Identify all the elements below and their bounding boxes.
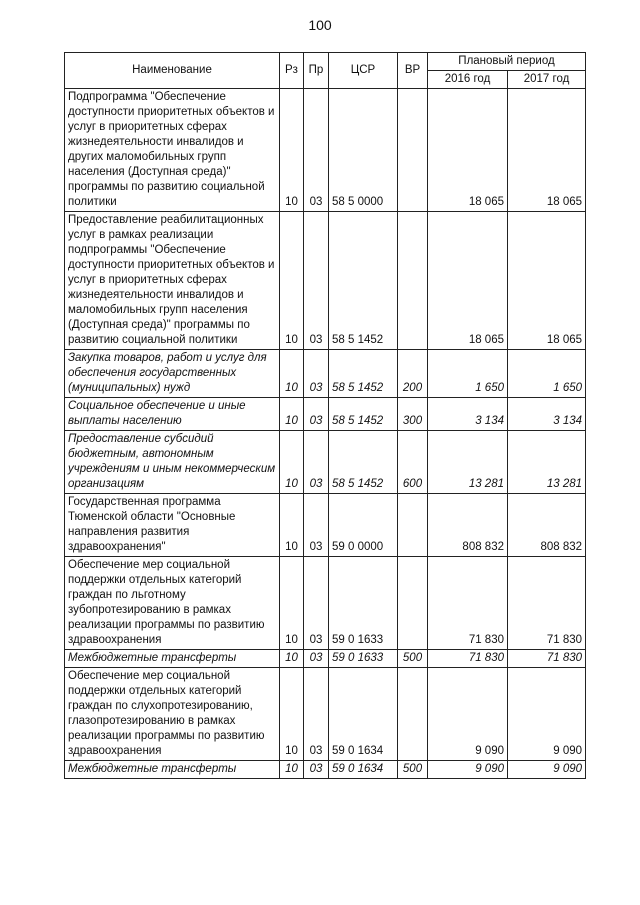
row-amount-2016: 18 065: [428, 89, 508, 212]
row-amount-2016: 9 090: [428, 761, 508, 779]
row-pr: 03: [304, 650, 329, 668]
row-vr: 500: [398, 650, 428, 668]
row-rz: 10: [280, 350, 304, 398]
row-vr: [398, 557, 428, 650]
header-vr: ВР: [398, 53, 428, 89]
row-name: Межбюджетные трансферты: [65, 650, 280, 668]
row-rz: 10: [280, 650, 304, 668]
table-row: [65, 350, 586, 398]
row-amount-2016: 9 090: [428, 668, 508, 761]
table-row: [65, 89, 586, 212]
row-name: Социальное обеспечение и иные выплаты населению: [65, 398, 280, 431]
header-rz: Рз: [280, 53, 304, 89]
row-vr: 200: [398, 350, 428, 398]
budget-table: [64, 52, 586, 779]
row-csr: 58 5 1452: [329, 398, 398, 431]
row-rz: 10: [280, 761, 304, 779]
row-csr: 58 5 0000: [329, 89, 398, 212]
row-name: Предоставление субсидий бюджетным, автономным учреждениям и иным некоммерческим организациям: [65, 431, 280, 494]
row-amount-2016: 808 832: [428, 494, 508, 557]
row-name: Государственная программа Тюменской области "Основные направления развития здравоохранения": [65, 494, 280, 557]
row-vr: 600: [398, 431, 428, 494]
header-csr: ЦСР: [329, 53, 398, 89]
row-vr: [398, 668, 428, 761]
row-amount-2016: 3 134: [428, 398, 508, 431]
row-rz: 10: [280, 89, 304, 212]
table-row: [65, 668, 586, 761]
row-amount-2017: 18 065: [508, 89, 586, 212]
row-vr: 500: [398, 761, 428, 779]
row-rz: 10: [280, 557, 304, 650]
table-row: [65, 212, 586, 350]
table-header: [65, 53, 586, 89]
row-csr: 58 5 1452: [329, 431, 398, 494]
row-csr: 58 5 1452: [329, 350, 398, 398]
row-amount-2017: 9 090: [508, 761, 586, 779]
table-row: [65, 431, 586, 494]
row-pr: 03: [304, 494, 329, 557]
table-row: [65, 398, 586, 431]
header-pr: Пр: [304, 53, 329, 89]
row-pr: 03: [304, 431, 329, 494]
row-pr: 03: [304, 668, 329, 761]
row-vr: 300: [398, 398, 428, 431]
row-name: Межбюджетные трансферты: [65, 761, 280, 779]
row-amount-2016: 1 650: [428, 350, 508, 398]
row-rz: 10: [280, 431, 304, 494]
header-name: Наименование: [65, 53, 280, 89]
table-row: [65, 761, 586, 779]
row-amount-2017: 1 650: [508, 350, 586, 398]
table-row: [65, 650, 586, 668]
row-vr: [398, 494, 428, 557]
page-number: 100: [308, 17, 332, 33]
row-amount-2017: 9 090: [508, 668, 586, 761]
row-pr: 03: [304, 761, 329, 779]
row-amount-2017: 71 830: [508, 650, 586, 668]
row-amount-2017: 808 832: [508, 494, 586, 557]
row-csr: 59 0 1633: [329, 557, 398, 650]
row-amount-2016: 71 830: [428, 650, 508, 668]
row-pr: 03: [304, 89, 329, 212]
table-body: [65, 89, 586, 779]
row-csr: 59 0 1634: [329, 668, 398, 761]
row-name: Обеспечение мер социальной поддержки отдельных категорий граждан по льготному зубопротезированию в рамках реализации программы по развитию здравоохранения: [65, 557, 280, 650]
row-name: Подпрограмма "Обеспечение доступности приоритетных объектов и услуг в приоритетных сферах жизнедеятельности инвалидов и других маломобильных групп населения (Доступная среда)" программы по развитию социальной политики: [65, 89, 280, 212]
row-vr: [398, 89, 428, 212]
row-amount-2016: 18 065: [428, 212, 508, 350]
row-name: Предоставление реабилитационных услуг в рамках реализации подпрограммы "Обеспечение доступности приоритетных объектов и услуг в приоритетных сферах жизнедеятельности инвалидов и маломобильных групп населения (Доступная среда)" программы по развитию социальной политики: [65, 212, 280, 350]
row-amount-2017: 3 134: [508, 398, 586, 431]
row-amount-2016: 13 281: [428, 431, 508, 494]
row-pr: 03: [304, 350, 329, 398]
row-amount-2016: 71 830: [428, 557, 508, 650]
row-name: Обеспечение мер социальной поддержки отдельных категорий граждан по слухопротезированию, глазопротезированию в рамках реализации программы по развитию здравоохранения: [65, 668, 280, 761]
row-amount-2017: 18 065: [508, 212, 586, 350]
row-pr: 03: [304, 398, 329, 431]
table-row: [65, 557, 586, 650]
header-year-2016: 2016 год: [428, 71, 508, 89]
row-pr: 03: [304, 212, 329, 350]
row-rz: 10: [280, 668, 304, 761]
header-year-2017: 2017 год: [508, 71, 586, 89]
row-csr: 58 5 1452: [329, 212, 398, 350]
row-pr: 03: [304, 557, 329, 650]
row-vr: [398, 212, 428, 350]
row-amount-2017: 71 830: [508, 557, 586, 650]
row-csr: 59 0 0000: [329, 494, 398, 557]
row-csr: 59 0 1633: [329, 650, 398, 668]
row-csr: 59 0 1634: [329, 761, 398, 779]
row-amount-2017: 13 281: [508, 431, 586, 494]
header-planned-period: Плановый период: [428, 53, 586, 71]
row-rz: 10: [280, 494, 304, 557]
row-rz: 10: [280, 212, 304, 350]
row-name: Закупка товаров, работ и услуг для обеспечения государственных (муниципальных) нужд: [65, 350, 280, 398]
table-row: [65, 494, 586, 557]
row-rz: 10: [280, 398, 304, 431]
